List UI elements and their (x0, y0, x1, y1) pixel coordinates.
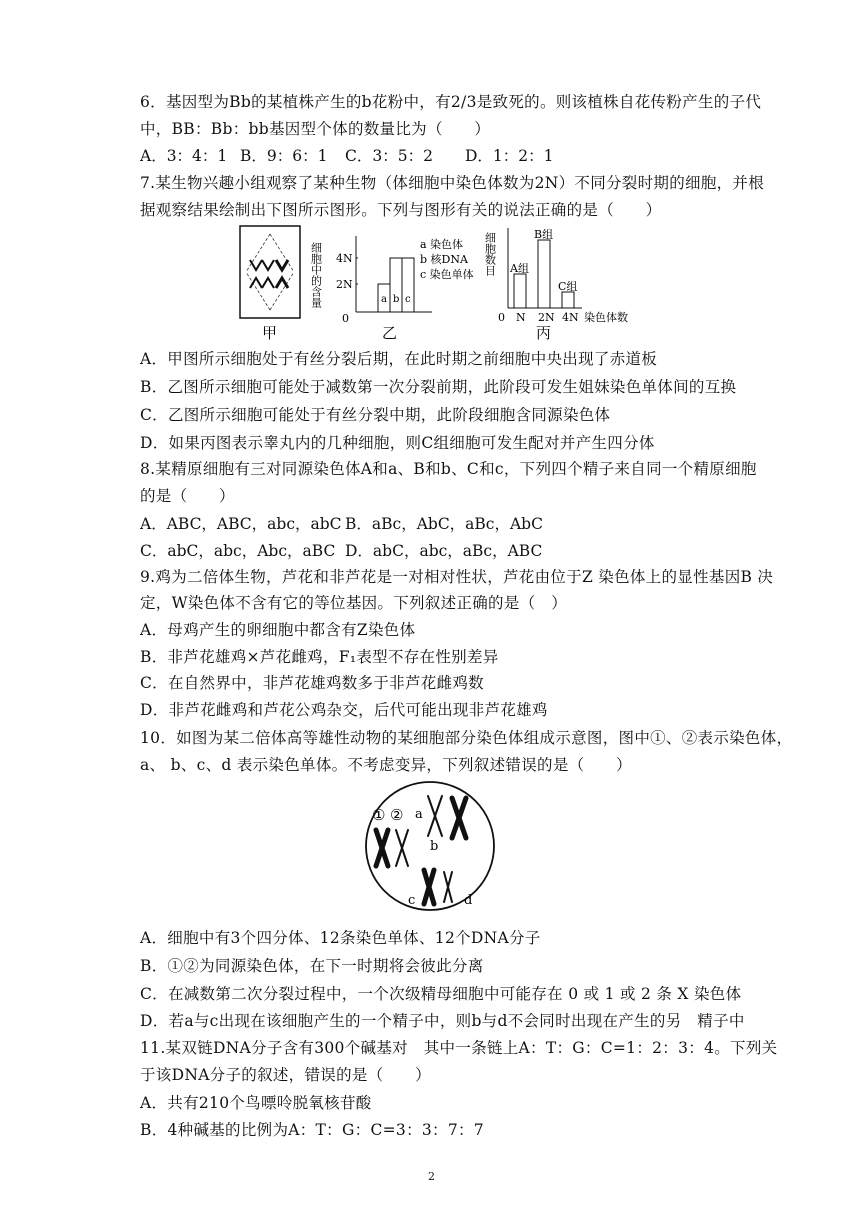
fig-yi-bar-chart (309, 230, 482, 342)
fig-bing-xtick-4n: 4N (562, 311, 579, 324)
fig-bing-bar-chart (483, 222, 646, 342)
q6-option-d: D．1：2：1 (465, 147, 554, 165)
q9-option-d: D．非芦花雌鸡和芦花公鸡杂交，后代可能出现非芦花雄鸡 (140, 701, 548, 719)
q6-option-a: A．3：4：1 (140, 147, 228, 165)
q10-label-d: d (464, 893, 473, 908)
q8-option-a: A．ABC，ABC，abc，abC (140, 515, 342, 533)
q10-chromosome-pair-2 (428, 796, 466, 838)
q10-option-d: D．若a与c出现在该细胞产生的一个精子中，则b与d不会同时出现在产生的另 精子中 (140, 1012, 745, 1030)
fig-yi-bar-label-b: b (393, 294, 400, 305)
fig-bing-xtick-0: 0 (498, 311, 505, 324)
fig-bing-xlabel: 染色体数 (584, 311, 628, 324)
q9-option-b: B．非芦花雄鸡×芦花雌鸡，F₁表型不存在性别差异 (140, 648, 499, 666)
q8-stem-line2: 的是（ ） (140, 487, 235, 505)
q9-stem-line2: 定，W染色体不含有它的等位基因。下列叙述正确的是（ ） (140, 594, 568, 612)
q10-chromosome-pair-1 (376, 830, 408, 866)
q10-cell-diagram (362, 778, 502, 918)
q10-label-a: a (415, 807, 423, 822)
q8-option-d: D．abC，abc，aBc，ABC (345, 542, 543, 560)
q6-stem-line1: 6．基因型为Bb的某植株产生的b花粉中，有2/3是致死的。则该植株自花传粉产生的子代 (140, 93, 762, 111)
q10-option-c: C．在减数第二次分裂过程中，一个次级精母细胞中可能存在 0 或 1 或 2 条 X 染色体 (140, 985, 742, 1003)
q11-stem-line1: 11.某双链DNA分子含有300个碱基对 其中一条链上A：T：G：C=1：2：3：4。下列关 (140, 1039, 778, 1057)
fig-yi-legend-a: a 染色体 (420, 238, 464, 251)
q9-stem-line1: 9.鸡为二倍体生物，芦花和非芦花是一对相对性状，芦花由位于Z 染色体上的显性基因B 决 (140, 568, 774, 586)
q10-stem-line1: 10．如图为某二倍体高等雄性动物的某细胞部分染色体组成示意图，图中①、②表示染色体， (140, 729, 793, 747)
q10-chromosome-pair-3 (424, 870, 452, 904)
fig-bing-bar-c (562, 292, 574, 308)
fig-bing-xtick-n: N (516, 311, 526, 324)
q8-option-b: B．aBc，AbC，aBc，AbC (345, 515, 543, 533)
fig-bing-bar-a (514, 274, 526, 308)
q7-option-c: C．乙图所示细胞可能处于有丝分裂中期，此阶段细胞含同源染色体 (140, 406, 611, 424)
q6-stem-line2: 中，BB：Bb：bb基因型个体的数量比为（ ） (140, 120, 491, 138)
q10-label-b: b (430, 839, 439, 854)
fig-yi-ytick-2n: 2N (336, 278, 353, 291)
q7-option-d: D．如果丙图表示睾丸内的几种细胞，则C组细胞可发生配对并产生四分体 (140, 434, 655, 452)
fig-jia-cell-diagram (236, 222, 308, 342)
q9-option-a: A．母鸡产生的卵细胞中都含有Z染色体 (140, 621, 416, 639)
q10-label-1: ① (372, 806, 386, 824)
fig-bing-caption: 丙 (536, 324, 552, 342)
fig-yi-ytick-4n: 4N (336, 252, 353, 265)
q10-option-a: A．细胞中有3个四分体、12条染色单体、12个DNA分子 (140, 929, 541, 947)
fig-bing-group-a: A组 (510, 262, 529, 275)
fig-yi-caption: 乙 (382, 324, 398, 342)
q7-option-a: A．甲图所示细胞处于有丝分裂后期，在此时期之前细胞中央出现了赤道板 (140, 350, 658, 368)
page-number: 2 (428, 1170, 435, 1183)
fig-yi-ylabel: 细胞中的含量 (309, 242, 323, 308)
q7-stem-line1: 7.某生物兴趣小组观察了某种生物（体细胞中染色体数为2N）不同分裂时期的细胞，并根 (140, 174, 765, 192)
fig-bing-ylabel: 细胞数目 (483, 232, 497, 276)
q9-option-c: C．在自然界中，非芦花雄鸡数多于非芦花雌鸡数 (140, 674, 484, 692)
q10-option-b: B．①②为同源染色体，在下一时期将会彼此分离 (140, 957, 484, 975)
fig-jia-caption: 甲 (262, 324, 278, 342)
q11-stem-line2: 于该DNA分子的叙述，错误的是（ ） (140, 1066, 431, 1084)
fig-bing-bar-b (538, 240, 550, 308)
q10-label-2: ② (390, 806, 404, 824)
q11-option-b: B．4种碱基的比例为A：T：G：C=3：3：7：7 (140, 1121, 484, 1139)
fig-bing-xtick-2n: 2N (538, 311, 555, 324)
fig-bing-group-c: C组 (558, 280, 578, 293)
fig-yi-ytick-0: 0 (342, 312, 349, 325)
fig-yi-legend-c: c 染色单体 (420, 268, 474, 281)
q10-label-c: c (408, 893, 416, 908)
fig-bing-group-b: B组 (534, 228, 554, 241)
fig-yi-bar-label-a: a (381, 294, 387, 305)
fig-yi-bar-label-c: c (405, 294, 411, 305)
q8-option-c: C．abC，abc，Abc，aBC (140, 542, 336, 560)
q11-option-a: A．共有210个鸟嘌呤脱氧核苷酸 (140, 1094, 372, 1112)
fig-yi-legend-b: b 核DNA (420, 253, 468, 266)
q6-option-b: B．9：6：1 (240, 147, 328, 165)
q7-option-b: B．乙图所示细胞可能处于减数第一次分裂前期，此阶段可发生姐妹染色单体间的互换 (140, 378, 737, 396)
q6-option-c: C．3：5：2 (345, 147, 433, 165)
q7-stem-line2: 据观察结果绘制出下图所示图形。下列与图形有关的说法正确的是（ ） (140, 201, 662, 219)
q10-stem-line2: a、 b、c、d 表示染色单体。不考虑变异，下列叙述错误的是（ ） (140, 756, 632, 774)
q8-stem-line1: 8.某精原细胞有三对同源染色体A和a、B和b、C和c，下列四个精子来自同一个精原细胞 (140, 460, 757, 478)
